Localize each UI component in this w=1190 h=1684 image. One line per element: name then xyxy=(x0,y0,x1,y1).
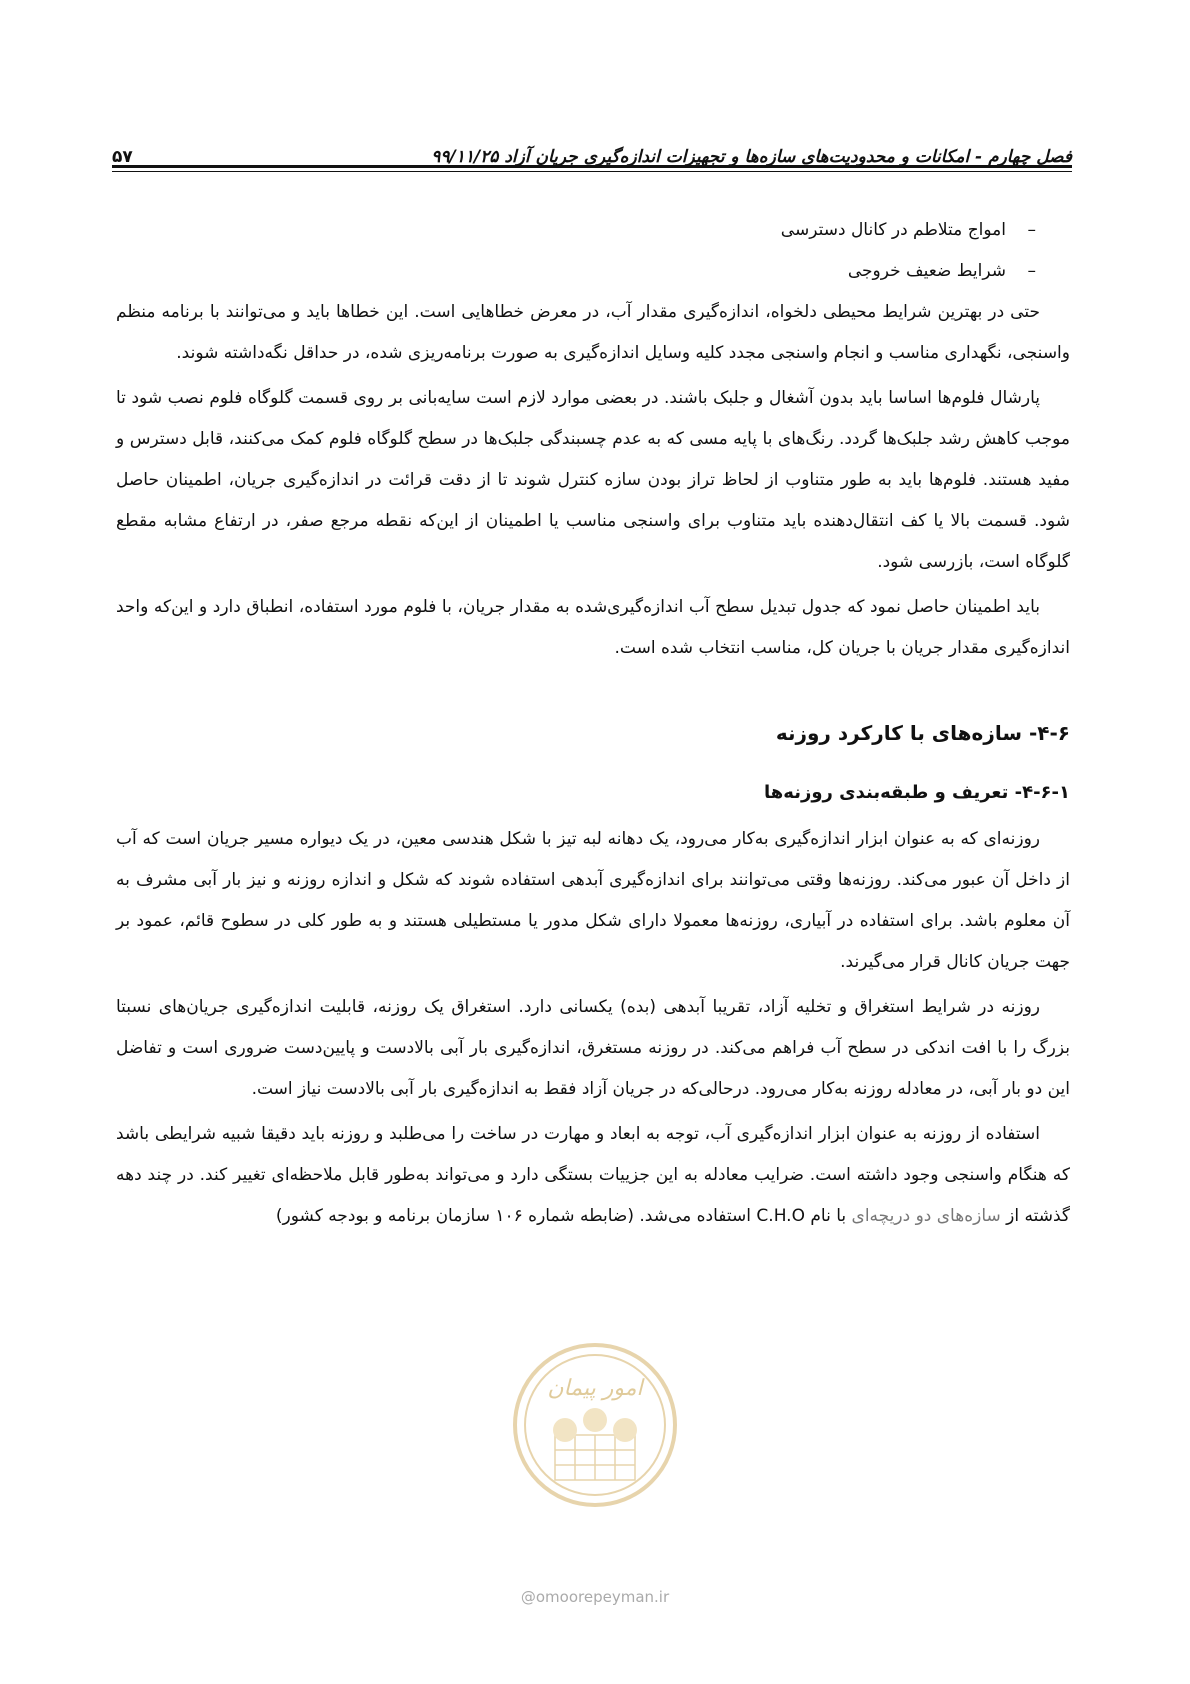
bullet-text: شرایط ضعیف خروجی xyxy=(847,261,1006,281)
subsection-heading: ۴-۶-۱- تعریف و طبقه‌بندی روزنه‌ها xyxy=(764,782,1070,803)
paragraph: حتی در بهترین شرایط محیطی دلخواه، اندازه‌گیری مقدار آب، در معرض خطاهایی است. این خطاها باید و می‌توانند با برنامه منظم واسنجی، نگهداری مناسب و انجام واسنجی مجدد کلیه وسایل اندازه‌گیری به صورت برنامه‌ریزی شده، در حداقل نگه‌داشته شوند. xyxy=(116,302,1070,363)
paragraph-text-highlight: سازه‌های دو دریچه‌ای xyxy=(851,1206,1001,1226)
body-text xyxy=(116,210,1070,1241)
section-heading: ۴-۶- سازه‌های با کارکرد روزنه xyxy=(775,721,1070,745)
header-rule-thin xyxy=(112,171,1072,172)
page-number: ۵۷ xyxy=(112,147,133,167)
page-header xyxy=(112,127,1072,167)
dash-marker: – xyxy=(1027,220,1036,240)
bullet-text: امواج متلاطم در کانال دسترسی xyxy=(780,220,1006,240)
paragraph-text: استفاده از روزنه به عنوان ابزار اندازه‌گیری آب، توجه به ابعاد و مهارت در ساخت را می‌طلبد و روزنه باید دقیقا شبیه شرایطی باشد که هنگام واسنجی وجود داشته است. ضرایب معادله به این جزییات بستگی دارد و می‌تواند به‌طور قابل ملاحظه‌ای تغییر کند. در چند دهه گذشته از xyxy=(116,1124,1070,1226)
paragraph xyxy=(116,1114,1070,1237)
header-rule xyxy=(112,165,1072,168)
paragraph: باید اطمینان حاصل نمود که جدول تبدیل سطح آب اندازه‌گیری‌شده به مقدار جریان، با فلوم مورد استفاده، انطباق دارد و این‌که واحد اندازه‌گیری مقدار جریان با جریان کل، مناسب انتخاب شده است. xyxy=(116,597,1070,658)
chapter-title: فصل چهارم - امکانات و محدودیت‌های سازه‌ها و تجهیزات اندازه‌گیری جریان آزاد ۹۹/۱۱/۲۵ xyxy=(431,147,1072,167)
paragraph: روزنه‌ای که به عنوان ابزار اندازه‌گیری به‌کار می‌رود، یک دهانه لبه تیز با شکل هندسی معین، در یک دیواره مسیر جریان است که آب از داخل آن عبور می‌کند. روزنه‌ها وقتی می‌توانند برای اندازه‌گیری آبدهی استفاده شوند که شکل و اندازه روزنه و نیز بار آبی مشرف به آن معلوم باشد. برای استفاده در آبیاری، روزنه‌ها معمولا دارای شکل مدور یا مستطیلی هستند و به طور کلی در سطوح قائم، عمود بر جهت جریان کانال قرار می‌گیرند. xyxy=(116,829,1070,972)
watermark-url: @omoorepeyman.ir xyxy=(520,1588,670,1606)
paragraph: پارشال فلوم‌ها اساسا باید بدون آشغال و جلبک باشند. در بعضی موارد لازم است سایه‌بانی بر روی قسمت گلوگاه فلوم نصب شود تا موجب کاهش رشد جلبک‌ها گردد. رنگ‌های با پایه مسی که به عدم چسبندگی جلبک‌ها در سطح گلوگاه فلوم کمک می‌کنند، قابل دسترس و مفید هستند. فلوم‌ها باید به طور متناوب از لحاظ تراز بودن سازه کنترل شوند تا از دقت قرائت در اندازه‌گیری جریان، اطمینان حاصل شود. قسمت بالا یا کف انتقال‌دهنده باید متناوب برای واسنجی مناسب یا اطمینان از این‌که نقطه مرجع صفر، در ارتفاع مشابه مقطع گلوگاه است، بازرسی شود. xyxy=(116,388,1070,572)
bullet-item xyxy=(116,210,1070,251)
paragraph: روزنه در شرایط استغراق و تخلیه آزاد، تقریبا آبدهی (بده) یکسانی دارد. استغراق یک روزنه، قابلیت اندازه‌گیری جریان‌های نسبتا بزرگ را با افت اندکی در سطح آب فراهم می‌کند. در روزنه مستغرق، اندازه‌گیری بار آبی بالادست و پایین‌دست ضروری است و تفاضل این دو بار آبی، در معادله روزنه به‌کار می‌رود. درحالی‌که در جریان آزاد فقط به اندازه‌گیری بار آبی بالادست نیاز است. xyxy=(116,997,1070,1099)
paragraph-text: با نام C.H.O استفاده می‌شد. (ضابطه شماره ۱۰۶ سازمان برنامه و بودجه کشور) xyxy=(275,1206,852,1226)
watermark-logo xyxy=(510,1340,680,1510)
watermark-logo-text: امور پیمان xyxy=(547,1376,643,1401)
bullet-item xyxy=(116,251,1070,292)
dash-marker: – xyxy=(1027,261,1036,281)
